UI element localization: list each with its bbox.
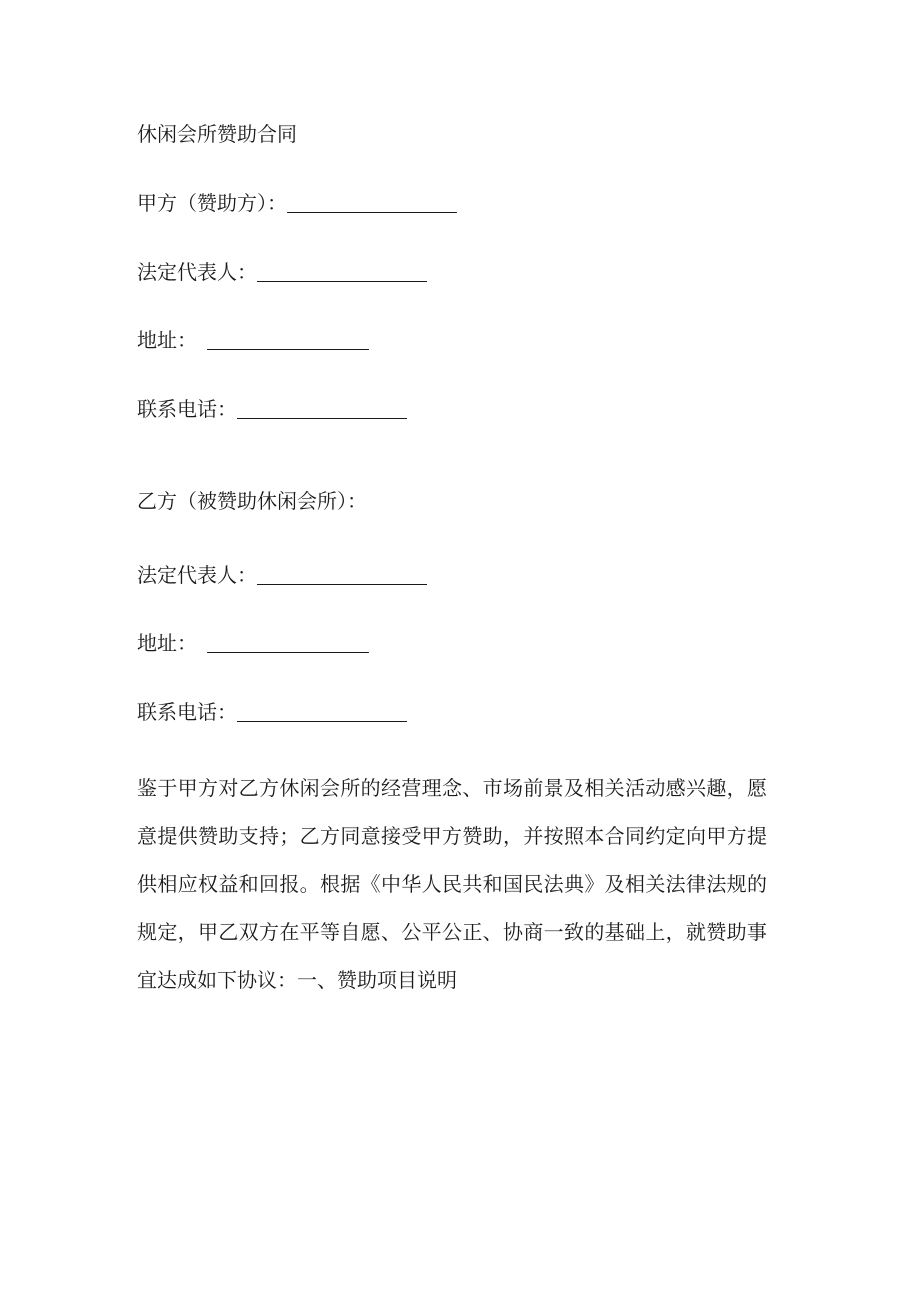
- party-b-representative-blank[interactable]: [257, 564, 427, 585]
- party-a-representative-row: [137, 258, 427, 286]
- party-a-phone-row: [137, 395, 407, 423]
- party-a-name-blank[interactable]: [287, 192, 457, 213]
- party-b-address-blank[interactable]: [207, 632, 369, 653]
- party-a-heading: 甲方（赞助方）：: [137, 191, 287, 215]
- preamble-line: 意提供赞助支持；乙方同意接受甲方赞助，并按照本合同约定向甲方提: [137, 824, 767, 848]
- party-a-phone-label: 联系电话：: [137, 397, 237, 421]
- party-b-phone-blank[interactable]: [237, 701, 407, 722]
- document-title: [137, 120, 297, 148]
- party-b-phone-label: 联系电话：: [137, 700, 237, 724]
- party-a-representative-label: 法定代表人：: [137, 260, 257, 284]
- document-title-text: 休闲会所赞助合同: [137, 122, 297, 146]
- preamble-line: 宜达成如下协议：一、赞助项目说明: [137, 968, 457, 992]
- preamble-paragraph: [137, 764, 767, 1004]
- party-a-heading-row: [137, 189, 457, 217]
- party-b-heading: 乙方（被赞助休闲会所）：: [137, 489, 367, 513]
- preamble-line: 规定，甲乙双方在平等自愿、公平公正、协商一致的基础上，就赞助事: [137, 920, 767, 944]
- party-a-address-row: [137, 326, 369, 354]
- party-b-address-label: 地址：: [137, 631, 197, 655]
- party-b-address-row: [137, 629, 369, 657]
- party-a-phone-blank[interactable]: [237, 398, 407, 419]
- preamble-line: 鉴于甲方对乙方休闲会所的经营理念、市场前景及相关活动感兴趣，愿: [137, 776, 767, 800]
- party-b-representative-row: [137, 561, 427, 589]
- party-b-phone-row: [137, 698, 407, 726]
- party-a-representative-blank[interactable]: [257, 261, 427, 282]
- party-a-address-blank[interactable]: [207, 329, 369, 350]
- preamble-line: 供相应权益和回报。根据《中华人民共和国民法典》及相关法律法规的: [137, 872, 767, 896]
- party-b-representative-label: 法定代表人：: [137, 563, 257, 587]
- party-a-address-label: 地址：: [137, 328, 197, 352]
- party-b-heading-row: [137, 487, 367, 515]
